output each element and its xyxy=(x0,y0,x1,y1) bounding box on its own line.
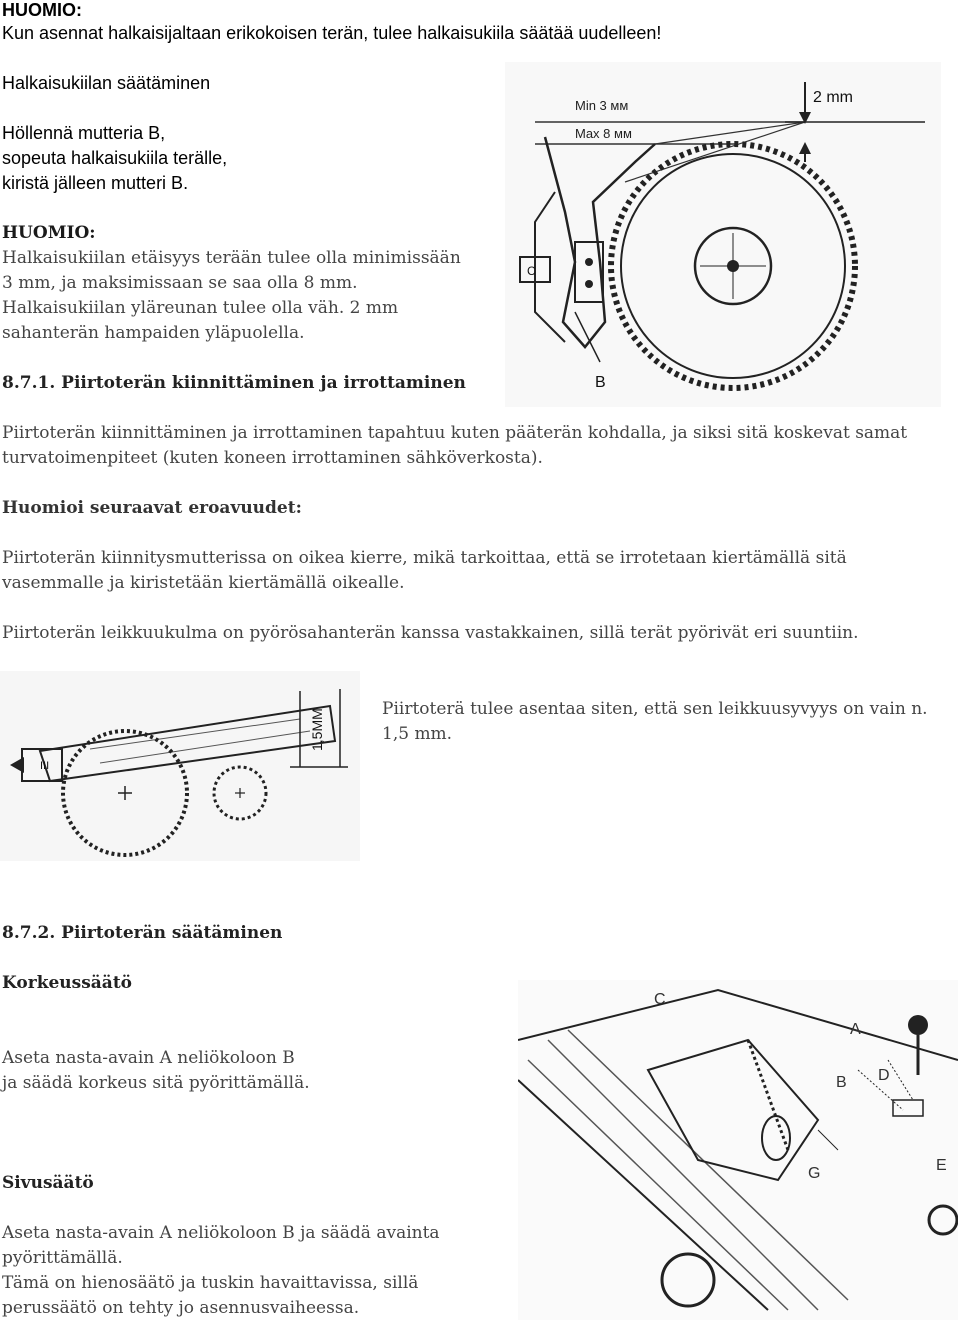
section-heading: 8.7.2. Piirtoterän säätäminen xyxy=(2,923,283,943)
sub-heading: Huomioi seuraavat eroavuudet: xyxy=(2,498,302,518)
paragraph-line: turvatoimenpiteet (kuten koneen irrottaminen sähköverkosta). xyxy=(2,448,543,468)
wedge-step: kiristä jälleen mutteri B. xyxy=(2,173,189,193)
c-label: C xyxy=(527,264,536,278)
riving-knife-figure xyxy=(505,62,941,407)
paragraph-line: Piirtoterän kiinnittäminen ja irrottaminen tapahtuu kuten pääterän kohdalla, ja siksi sitä koskevat samat xyxy=(2,423,908,443)
wedge-notice-line: sahanterän hampaiden yläpuolella. xyxy=(2,323,305,343)
paragraph-line: perussäätö on tehty jo asennusvaiheessa. xyxy=(2,1298,360,1318)
paragraph-line: Aseta nasta-avain A neliökoloon B xyxy=(2,1048,295,1068)
paragraph-line: Piirtoterä tulee asentaa siten, että sen leikkuusyvyys on vain n. xyxy=(382,699,928,719)
adjustment-figure xyxy=(518,980,958,1320)
label-d: D xyxy=(878,1067,890,1084)
label-e: E xyxy=(936,1157,947,1174)
paragraph-line: Tämä on hienosäätö ja tuskin havaittavissa, sillä xyxy=(2,1273,419,1293)
scoring-blade-figure xyxy=(0,671,360,861)
label-b: B xyxy=(836,1074,847,1091)
fence-label: III xyxy=(40,760,50,772)
wedge-step: Höllennä mutteria B, xyxy=(2,123,166,143)
side-title: Sivusäätö xyxy=(2,1173,94,1193)
paragraph-line: Piirtoterän kiinnitysmutterissa on oikea kierre, mikä tarkoittaa, että se irrotetaan kiertämällä sitä xyxy=(2,548,847,568)
paragraph-line: pyörittämällä. xyxy=(2,1248,123,1268)
paragraph-line: Aseta nasta-avain A neliökoloon B ja säädä avainta xyxy=(2,1223,440,1243)
paragraph-line: Piirtoterän leikkuukulma on pyörösahanterän kanssa vastakkainen, sillä terät pyörivät eri suuntiin. xyxy=(2,623,859,643)
wedge-notice-line: Halkaisukiilan etäisyys terään tulee olla minimissään xyxy=(2,248,461,268)
label-c: C xyxy=(654,991,666,1008)
wedge-notice-line: 3 mm, ja maksimissaan se saa olla 8 mm. xyxy=(2,273,358,293)
paragraph-line: ja säädä korkeus sitä pyörittämällä. xyxy=(2,1073,310,1093)
b-label: B xyxy=(595,374,606,391)
wedge-notice-heading: HUOMIO: xyxy=(2,223,96,243)
height-label: 2 mm xyxy=(813,89,853,106)
height-title: Korkeussäätö xyxy=(2,973,133,993)
notice-text: Kun asennat halkaisijaltaan erikokoisen terän, tulee halkaisukiila säätää uudelleen! xyxy=(2,23,662,43)
max-gap-label: Max 8 мм xyxy=(575,126,632,141)
paragraph-line: vasemmalle ja kiristetään kiertämällä oikealle. xyxy=(2,573,405,593)
wedge-step: sopeuta halkaisukiila terälle, xyxy=(2,148,228,168)
wedge-title: Halkaisukiilan säätäminen xyxy=(2,73,211,93)
label-a: A xyxy=(850,1021,861,1038)
depth-label: 1,5MM xyxy=(309,708,325,751)
label-g: G xyxy=(808,1165,821,1182)
wedge-notice-line: Halkaisukiilan yläreunan tulee olla väh. 2 mm xyxy=(2,298,399,318)
notice-heading: HUOMIO: xyxy=(2,0,82,20)
section-heading: 8.7.1. Piirtoterän kiinnittäminen ja irrottaminen xyxy=(2,373,466,393)
min-gap-label: Min 3 мм xyxy=(575,98,629,113)
paragraph-line: 1,5 mm. xyxy=(382,724,453,744)
